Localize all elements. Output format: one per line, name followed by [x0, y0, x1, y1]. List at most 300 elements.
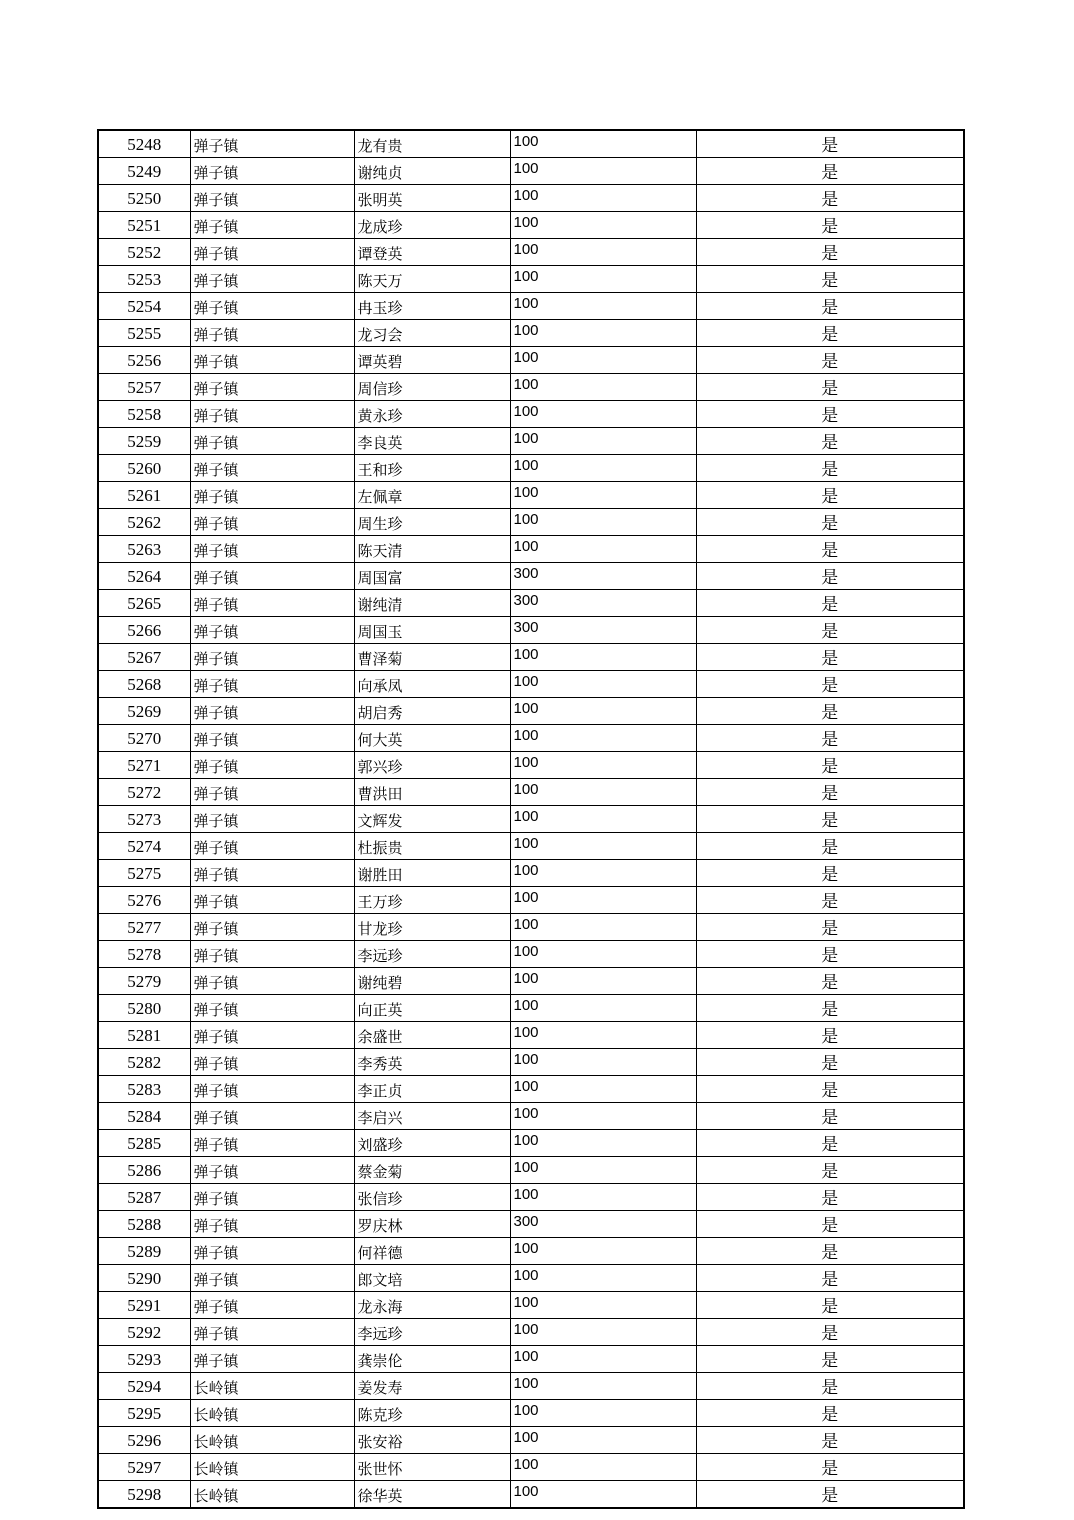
serial-number-cell: 5292 — [98, 1319, 190, 1346]
town-cell: 弹子镇 — [190, 698, 354, 725]
serial-number-cell: 5248 — [98, 130, 190, 158]
town-cell: 弹子镇 — [190, 887, 354, 914]
town-cell: 弹子镇 — [190, 482, 354, 509]
status-flag-cell: 是 — [696, 644, 964, 671]
serial-number-cell: 5280 — [98, 995, 190, 1022]
person-name-cell: 李启兴 — [354, 1103, 510, 1130]
serial-number-cell: 5293 — [98, 1346, 190, 1373]
amount-cell: 100 — [510, 1292, 696, 1319]
status-flag-cell: 是 — [696, 806, 964, 833]
amount-cell: 100 — [510, 1022, 696, 1049]
amount-cell: 100 — [510, 779, 696, 806]
town-cell: 弹子镇 — [190, 1292, 354, 1319]
table-row — [98, 644, 964, 671]
person-name-cell: 甘龙珍 — [354, 914, 510, 941]
table-row — [98, 185, 964, 212]
amount-cell: 100 — [510, 1130, 696, 1157]
amount-cell: 100 — [510, 401, 696, 428]
serial-number-cell: 5294 — [98, 1373, 190, 1400]
status-flag-cell: 是 — [696, 185, 964, 212]
status-flag-cell: 是 — [696, 1076, 964, 1103]
table-row — [98, 725, 964, 752]
table-row — [98, 941, 964, 968]
person-name-cell: 胡启秀 — [354, 698, 510, 725]
serial-number-cell: 5282 — [98, 1049, 190, 1076]
amount-cell: 100 — [510, 185, 696, 212]
table-row — [98, 212, 964, 239]
person-name-cell: 龙有贵 — [354, 130, 510, 158]
person-name-cell: 周信珍 — [354, 374, 510, 401]
town-cell: 弹子镇 — [190, 428, 354, 455]
amount-cell: 100 — [510, 941, 696, 968]
status-flag-cell: 是 — [696, 293, 964, 320]
amount-cell: 100 — [510, 320, 696, 347]
status-flag-cell: 是 — [696, 1130, 964, 1157]
serial-number-cell: 5251 — [98, 212, 190, 239]
status-flag-cell: 是 — [696, 320, 964, 347]
status-flag-cell: 是 — [696, 1211, 964, 1238]
town-cell: 弹子镇 — [190, 725, 354, 752]
person-name-cell: 周国玉 — [354, 617, 510, 644]
serial-number-cell: 5297 — [98, 1454, 190, 1481]
amount-cell: 100 — [510, 428, 696, 455]
serial-number-cell: 5289 — [98, 1238, 190, 1265]
table-row — [98, 887, 964, 914]
town-cell: 弹子镇 — [190, 509, 354, 536]
serial-number-cell: 5256 — [98, 347, 190, 374]
person-name-cell: 李远珍 — [354, 941, 510, 968]
table-row — [98, 1400, 964, 1427]
serial-number-cell: 5288 — [98, 1211, 190, 1238]
amount-cell: 100 — [510, 1400, 696, 1427]
serial-number-cell: 5287 — [98, 1184, 190, 1211]
table-row — [98, 1022, 964, 1049]
town-cell: 弹子镇 — [190, 1211, 354, 1238]
serial-number-cell: 5263 — [98, 536, 190, 563]
status-flag-cell: 是 — [696, 671, 964, 698]
status-flag-cell: 是 — [696, 887, 964, 914]
person-name-cell: 刘盛珍 — [354, 1130, 510, 1157]
amount-cell: 100 — [510, 1454, 696, 1481]
person-name-cell: 龙永海 — [354, 1292, 510, 1319]
town-cell: 弹子镇 — [190, 266, 354, 293]
table-row — [98, 428, 964, 455]
status-flag-cell: 是 — [696, 1184, 964, 1211]
status-flag-cell: 是 — [696, 941, 964, 968]
town-cell: 弹子镇 — [190, 1076, 354, 1103]
person-name-cell: 龙习会 — [354, 320, 510, 347]
person-name-cell: 姜发寿 — [354, 1373, 510, 1400]
person-name-cell: 龚崇伦 — [354, 1346, 510, 1373]
table-row — [98, 806, 964, 833]
serial-number-cell: 5298 — [98, 1481, 190, 1509]
town-cell: 弹子镇 — [190, 941, 354, 968]
serial-number-cell: 5281 — [98, 1022, 190, 1049]
town-cell: 弹子镇 — [190, 1022, 354, 1049]
status-flag-cell: 是 — [696, 374, 964, 401]
amount-cell: 100 — [510, 212, 696, 239]
person-name-cell: 曹泽菊 — [354, 644, 510, 671]
serial-number-cell: 5296 — [98, 1427, 190, 1454]
amount-cell: 300 — [510, 590, 696, 617]
town-cell: 弹子镇 — [190, 320, 354, 347]
serial-number-cell: 5261 — [98, 482, 190, 509]
amount-cell: 100 — [510, 698, 696, 725]
person-name-cell: 向承凤 — [354, 671, 510, 698]
serial-number-cell: 5270 — [98, 725, 190, 752]
amount-cell: 100 — [510, 455, 696, 482]
status-flag-cell: 是 — [696, 563, 964, 590]
person-name-cell: 谢纯清 — [354, 590, 510, 617]
status-flag-cell: 是 — [696, 617, 964, 644]
status-flag-cell: 是 — [696, 1373, 964, 1400]
town-cell: 弹子镇 — [190, 914, 354, 941]
serial-number-cell: 5250 — [98, 185, 190, 212]
status-flag-cell: 是 — [696, 1022, 964, 1049]
person-name-cell: 周生珍 — [354, 509, 510, 536]
status-flag-cell: 是 — [696, 455, 964, 482]
status-flag-cell: 是 — [696, 1427, 964, 1454]
table-row — [98, 1184, 964, 1211]
status-flag-cell: 是 — [696, 1319, 964, 1346]
status-flag-cell: 是 — [696, 1103, 964, 1130]
amount-cell: 100 — [510, 1427, 696, 1454]
table-row — [98, 401, 964, 428]
serial-number-cell: 5267 — [98, 644, 190, 671]
town-cell: 长岭镇 — [190, 1373, 354, 1400]
person-name-cell: 徐华英 — [354, 1481, 510, 1509]
status-flag-cell: 是 — [696, 779, 964, 806]
serial-number-cell: 5258 — [98, 401, 190, 428]
table-row — [98, 752, 964, 779]
table-row — [98, 1265, 964, 1292]
town-cell: 弹子镇 — [190, 1265, 354, 1292]
amount-cell: 100 — [510, 1103, 696, 1130]
person-name-cell: 何大英 — [354, 725, 510, 752]
table-row — [98, 914, 964, 941]
table-row — [98, 1238, 964, 1265]
table-row — [98, 1049, 964, 1076]
table-row — [98, 833, 964, 860]
person-name-cell: 李正贞 — [354, 1076, 510, 1103]
table-row — [98, 1454, 964, 1481]
amount-cell: 300 — [510, 617, 696, 644]
table-row — [98, 320, 964, 347]
status-flag-cell: 是 — [696, 1481, 964, 1509]
person-name-cell: 冉玉珍 — [354, 293, 510, 320]
table-row — [98, 266, 964, 293]
person-name-cell: 张世怀 — [354, 1454, 510, 1481]
amount-cell: 100 — [510, 482, 696, 509]
status-flag-cell: 是 — [696, 725, 964, 752]
table-row — [98, 1427, 964, 1454]
serial-number-cell: 5284 — [98, 1103, 190, 1130]
status-flag-cell: 是 — [696, 590, 964, 617]
person-name-cell: 何祥德 — [354, 1238, 510, 1265]
table-row — [98, 1481, 964, 1509]
table-row — [98, 590, 964, 617]
person-name-cell: 杜振贵 — [354, 833, 510, 860]
status-flag-cell: 是 — [696, 482, 964, 509]
amount-cell: 100 — [510, 130, 696, 158]
amount-cell: 300 — [510, 1211, 696, 1238]
table-row — [98, 1319, 964, 1346]
town-cell: 弹子镇 — [190, 1319, 354, 1346]
town-cell: 弹子镇 — [190, 455, 354, 482]
status-flag-cell: 是 — [696, 1346, 964, 1373]
town-cell: 弹子镇 — [190, 239, 354, 266]
person-name-cell: 王万珍 — [354, 887, 510, 914]
amount-cell: 100 — [510, 914, 696, 941]
town-cell: 弹子镇 — [190, 1157, 354, 1184]
amount-cell: 100 — [510, 968, 696, 995]
status-flag-cell: 是 — [696, 239, 964, 266]
status-flag-cell: 是 — [696, 914, 964, 941]
table-row — [98, 1346, 964, 1373]
amount-cell: 100 — [510, 536, 696, 563]
town-cell: 长岭镇 — [190, 1481, 354, 1509]
serial-number-cell: 5253 — [98, 266, 190, 293]
serial-number-cell: 5252 — [98, 239, 190, 266]
serial-number-cell: 5290 — [98, 1265, 190, 1292]
table-row — [98, 995, 964, 1022]
status-flag-cell: 是 — [696, 1454, 964, 1481]
serial-number-cell: 5257 — [98, 374, 190, 401]
person-name-cell: 张信珍 — [354, 1184, 510, 1211]
person-name-cell: 曹洪田 — [354, 779, 510, 806]
person-name-cell: 李远珍 — [354, 1319, 510, 1346]
table-row — [98, 509, 964, 536]
person-name-cell: 谭登英 — [354, 239, 510, 266]
serial-number-cell: 5249 — [98, 158, 190, 185]
table-row — [98, 1211, 964, 1238]
town-cell: 长岭镇 — [190, 1427, 354, 1454]
table-row — [98, 1103, 964, 1130]
serial-number-cell: 5285 — [98, 1130, 190, 1157]
status-flag-cell: 是 — [696, 1292, 964, 1319]
status-flag-cell: 是 — [696, 1265, 964, 1292]
person-name-cell: 李秀英 — [354, 1049, 510, 1076]
amount-cell: 100 — [510, 806, 696, 833]
serial-number-cell: 5259 — [98, 428, 190, 455]
amount-cell: 100 — [510, 347, 696, 374]
serial-number-cell: 5283 — [98, 1076, 190, 1103]
status-flag-cell: 是 — [696, 428, 964, 455]
amount-cell: 300 — [510, 563, 696, 590]
town-cell: 弹子镇 — [190, 671, 354, 698]
person-name-cell: 郭兴珍 — [354, 752, 510, 779]
town-cell: 弹子镇 — [190, 1238, 354, 1265]
person-name-cell: 周国富 — [354, 563, 510, 590]
amount-cell: 100 — [510, 374, 696, 401]
amount-cell: 100 — [510, 725, 696, 752]
table-row — [98, 536, 964, 563]
town-cell: 弹子镇 — [190, 752, 354, 779]
amount-cell: 100 — [510, 1049, 696, 1076]
serial-number-cell: 5279 — [98, 968, 190, 995]
table-row — [98, 860, 964, 887]
town-cell: 弹子镇 — [190, 833, 354, 860]
serial-number-cell: 5268 — [98, 671, 190, 698]
status-flag-cell: 是 — [696, 347, 964, 374]
table-row — [98, 1373, 964, 1400]
amount-cell: 100 — [510, 752, 696, 779]
person-name-cell: 陈天万 — [354, 266, 510, 293]
status-flag-cell: 是 — [696, 1049, 964, 1076]
status-flag-cell: 是 — [696, 158, 964, 185]
town-cell: 弹子镇 — [190, 536, 354, 563]
amount-cell: 100 — [510, 1157, 696, 1184]
person-name-cell: 余盛世 — [354, 1022, 510, 1049]
town-cell: 弹子镇 — [190, 1184, 354, 1211]
table-row — [98, 968, 964, 995]
status-flag-cell: 是 — [696, 266, 964, 293]
town-cell: 弹子镇 — [190, 130, 354, 158]
table-row — [98, 671, 964, 698]
amount-cell: 100 — [510, 995, 696, 1022]
town-cell: 弹子镇 — [190, 644, 354, 671]
amount-cell: 100 — [510, 887, 696, 914]
status-flag-cell: 是 — [696, 130, 964, 158]
amount-cell: 100 — [510, 644, 696, 671]
table-row — [98, 374, 964, 401]
person-name-cell: 蔡金菊 — [354, 1157, 510, 1184]
status-flag-cell: 是 — [696, 995, 964, 1022]
town-cell: 弹子镇 — [190, 806, 354, 833]
table-row — [98, 1076, 964, 1103]
serial-number-cell: 5269 — [98, 698, 190, 725]
person-name-cell: 谢纯贞 — [354, 158, 510, 185]
town-cell: 弹子镇 — [190, 347, 354, 374]
town-cell: 弹子镇 — [190, 590, 354, 617]
person-name-cell: 文辉发 — [354, 806, 510, 833]
amount-cell: 100 — [510, 860, 696, 887]
amount-cell: 100 — [510, 509, 696, 536]
amount-cell: 100 — [510, 239, 696, 266]
serial-number-cell: 5286 — [98, 1157, 190, 1184]
table-row — [98, 293, 964, 320]
status-flag-cell: 是 — [696, 401, 964, 428]
table-row — [98, 239, 964, 266]
person-name-cell: 谭英碧 — [354, 347, 510, 374]
town-cell: 弹子镇 — [190, 1049, 354, 1076]
town-cell: 弹子镇 — [190, 968, 354, 995]
town-cell: 弹子镇 — [190, 1130, 354, 1157]
table-row — [98, 1130, 964, 1157]
amount-cell: 100 — [510, 1346, 696, 1373]
status-flag-cell: 是 — [696, 698, 964, 725]
status-flag-cell: 是 — [696, 509, 964, 536]
town-cell: 长岭镇 — [190, 1454, 354, 1481]
table-row — [98, 698, 964, 725]
serial-number-cell: 5276 — [98, 887, 190, 914]
serial-number-cell: 5265 — [98, 590, 190, 617]
town-cell: 弹子镇 — [190, 1346, 354, 1373]
serial-number-cell: 5275 — [98, 860, 190, 887]
amount-cell: 100 — [510, 1238, 696, 1265]
person-name-cell: 左佩章 — [354, 482, 510, 509]
amount-cell: 100 — [510, 1373, 696, 1400]
serial-number-cell: 5260 — [98, 455, 190, 482]
person-name-cell: 谢纯碧 — [354, 968, 510, 995]
town-cell: 弹子镇 — [190, 293, 354, 320]
status-flag-cell: 是 — [696, 860, 964, 887]
person-name-cell: 陈天清 — [354, 536, 510, 563]
status-flag-cell: 是 — [696, 1400, 964, 1427]
amount-cell: 100 — [510, 1184, 696, 1211]
serial-number-cell: 5291 — [98, 1292, 190, 1319]
table-row — [98, 779, 964, 806]
status-flag-cell: 是 — [696, 833, 964, 860]
table-row — [98, 482, 964, 509]
serial-number-cell: 5264 — [98, 563, 190, 590]
person-name-cell: 谢胜田 — [354, 860, 510, 887]
amount-cell: 100 — [510, 293, 696, 320]
roster-table-body — [98, 130, 964, 1508]
serial-number-cell: 5266 — [98, 617, 190, 644]
amount-cell: 100 — [510, 1319, 696, 1346]
amount-cell: 100 — [510, 671, 696, 698]
amount-cell: 100 — [510, 1265, 696, 1292]
town-cell: 长岭镇 — [190, 1400, 354, 1427]
table-row — [98, 1157, 964, 1184]
table-row — [98, 455, 964, 482]
serial-number-cell: 5255 — [98, 320, 190, 347]
table-row — [98, 130, 964, 158]
serial-number-cell: 5262 — [98, 509, 190, 536]
person-name-cell: 李良英 — [354, 428, 510, 455]
status-flag-cell: 是 — [696, 1238, 964, 1265]
amount-cell: 100 — [510, 1481, 696, 1509]
table-row — [98, 1292, 964, 1319]
person-name-cell: 向正英 — [354, 995, 510, 1022]
town-cell: 弹子镇 — [190, 158, 354, 185]
roster-table — [97, 129, 965, 1509]
amount-cell: 100 — [510, 158, 696, 185]
town-cell: 弹子镇 — [190, 617, 354, 644]
amount-cell: 100 — [510, 833, 696, 860]
town-cell: 弹子镇 — [190, 185, 354, 212]
status-flag-cell: 是 — [696, 752, 964, 779]
table-row — [98, 617, 964, 644]
town-cell: 弹子镇 — [190, 995, 354, 1022]
person-name-cell: 张明英 — [354, 185, 510, 212]
serial-number-cell: 5271 — [98, 752, 190, 779]
person-name-cell: 王和珍 — [354, 455, 510, 482]
serial-number-cell: 5295 — [98, 1400, 190, 1427]
person-name-cell: 黄永珍 — [354, 401, 510, 428]
serial-number-cell: 5254 — [98, 293, 190, 320]
serial-number-cell: 5274 — [98, 833, 190, 860]
town-cell: 弹子镇 — [190, 779, 354, 806]
person-name-cell: 龙成珍 — [354, 212, 510, 239]
serial-number-cell: 5278 — [98, 941, 190, 968]
status-flag-cell: 是 — [696, 1157, 964, 1184]
table-row — [98, 347, 964, 374]
serial-number-cell: 5273 — [98, 806, 190, 833]
person-name-cell: 郎文培 — [354, 1265, 510, 1292]
person-name-cell: 陈克珍 — [354, 1400, 510, 1427]
town-cell: 弹子镇 — [190, 563, 354, 590]
amount-cell: 100 — [510, 266, 696, 293]
serial-number-cell: 5277 — [98, 914, 190, 941]
serial-number-cell: 5272 — [98, 779, 190, 806]
table-row — [98, 158, 964, 185]
town-cell: 弹子镇 — [190, 1103, 354, 1130]
town-cell: 弹子镇 — [190, 401, 354, 428]
table-row — [98, 563, 964, 590]
person-name-cell: 罗庆林 — [354, 1211, 510, 1238]
